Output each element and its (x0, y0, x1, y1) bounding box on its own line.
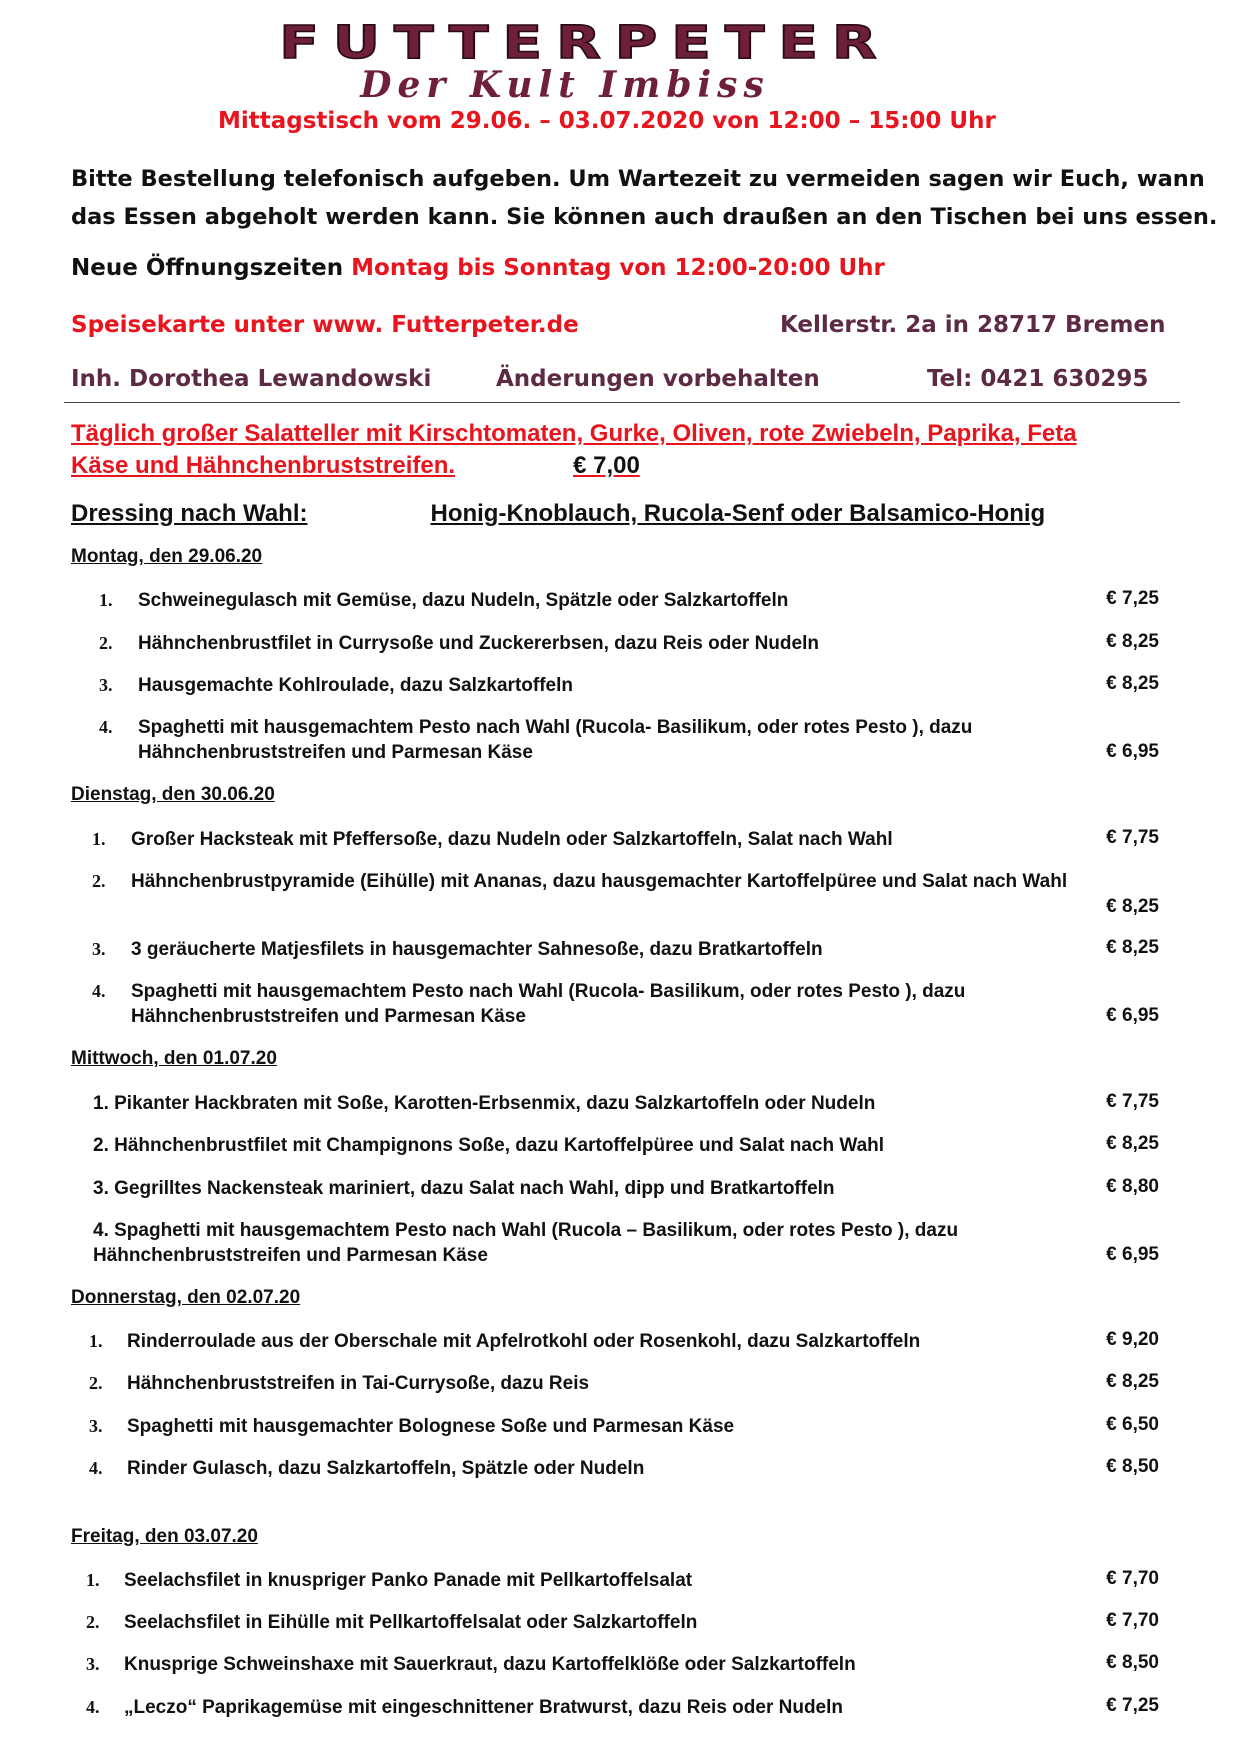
menu-item-number: 4. (92, 981, 106, 1001)
menu-item-description: Hähnchenbruststreifen in Tai-Currysoße, dazu Reis (127, 1373, 590, 1394)
intro-line-2: das Essen abgeholt werden kann. Sie können auch draußen an den Tischen bei uns essen. (71, 204, 1218, 230)
menu-item-price: € 8,25 (1106, 937, 1159, 958)
menu-item-number: 3. (86, 1654, 100, 1674)
menu-item-price: € 7,75 (1106, 827, 1159, 848)
menu-item-price: € 7,70 (1106, 1568, 1159, 1589)
menu-item-description: 2. Hähnchenbrustfilet mit Champignons Soße, dazu Kartoffelpüree und Salat nach Wahl (93, 1135, 885, 1156)
dressing-options: Honig-Knoblauch, Rucola-Senf oder Balsamico-Honig (430, 500, 1046, 527)
menu-item-description: 1. Pikanter Hackbraten mit Soße, Karotten-Erbsenmix, dazu Salzkartoffeln oder Nudeln (93, 1093, 876, 1114)
day-title-tuesday: Dienstag, den 30.06.20 (71, 784, 275, 805)
menu-item-description: Seelachsfilet in knuspriger Panko Panade mit Pellkartoffelsalat (124, 1570, 693, 1591)
day-title-thursday: Donnerstag, den 02.07.20 (71, 1287, 301, 1308)
menu-item-number: 2. (89, 1373, 103, 1393)
menu-item-description: Spaghetti mit hausgemachtem Pesto nach Wahl (Rucola- Basilikum, oder rotes Pesto ), dazu (138, 717, 973, 738)
menu-item-price: € 8,25 (1106, 896, 1159, 917)
menu-item-price: € 8,50 (1106, 1652, 1159, 1673)
menu-item-price: € 8,25 (1106, 631, 1159, 652)
opening-hours (71, 255, 885, 281)
logo-subtitle: Der Kult Imbiss (360, 64, 770, 106)
menu-item-price: € 8,25 (1106, 673, 1159, 694)
intro-text (71, 160, 1217, 236)
menu-item-description: Hähnchenbrustpyramide (Eihülle) mit Ananas, dazu hausgemachter Kartoffelpüree und Salat nach Wahl (131, 871, 1068, 892)
menu-item-description: Rinder Gulasch, dazu Salzkartoffeln, Spätzle oder Nudeln (127, 1458, 645, 1479)
header-divider (64, 402, 1180, 403)
menu-item-number: 1. (99, 590, 113, 610)
menu-item-description: Großer Hacksteak mit Pfeffersoße, dazu Nudeln oder Salzkartoffeln, Salat nach Wahl (131, 829, 893, 850)
day-title-friday: Freitag, den 03.07.20 (71, 1526, 258, 1547)
menu-item-number: 3. (92, 939, 106, 959)
menu-item-price: € 8,50 (1106, 1456, 1159, 1477)
menu-item-price: € 8,80 (1106, 1176, 1159, 1197)
menu-item-number: 4. (89, 1458, 103, 1478)
logo-title: FUTTERPETER (279, 16, 891, 70)
address: Kellerstr. 2a in 28717 Bremen (780, 312, 1166, 338)
menu-item-number: 3. (89, 1416, 103, 1436)
menu-item-description-cont: Hähnchenbruststreifen und Parmesan Käse (93, 1245, 488, 1266)
menu-item-price: € 7,25 (1106, 588, 1159, 609)
menu-item-number: 4. (86, 1697, 100, 1717)
menu-item-price: € 7,25 (1106, 1695, 1159, 1716)
salad-price: € 7,00 (573, 452, 640, 479)
menu-item-description: 3. Gegrilltes Nackensteak mariniert, dazu Salat nach Wahl, dipp und Bratkartoffeln (93, 1178, 835, 1199)
menu-item-price: € 9,20 (1106, 1329, 1159, 1350)
menu-item-description: Hähnchenbrustfilet in Currysoße und Zuckererbsen, dazu Reis oder Nudeln (138, 633, 819, 654)
opening-hours-value: Montag bis Sonntag von 12:00-20:00 Uhr (351, 255, 885, 281)
salad-line-2 (71, 450, 1171, 482)
menu-item-price: € 7,75 (1106, 1091, 1159, 1112)
salad-line-1: Täglich großer Salatteller mit Kirschtomaten, Gurke, Oliven, rote Zwiebeln, Paprika, Feta (71, 420, 1077, 447)
menu-item-description: Spaghetti mit hausgemachtem Pesto nach Wahl (Rucola- Basilikum, oder rotes Pesto ), dazu (131, 981, 966, 1002)
lunch-period: Mittagstisch vom 29.06. – 03.07.2020 von 12:00 – 15:00 Uhr (218, 108, 996, 134)
dressing-line (71, 500, 1045, 528)
menu-item-number: 1. (89, 1331, 103, 1351)
menu-item-description: Knusprige Schweinshaxe mit Sauerkraut, dazu Kartoffelklöße oder Salzkartoffeln (124, 1654, 856, 1675)
menu-item-price: € 8,25 (1106, 1371, 1159, 1392)
menu-item-description-cont: Hähnchenbruststreifen und Parmesan Käse (131, 1006, 526, 1027)
dressing-label: Dressing nach Wahl: (71, 500, 308, 527)
menu-item-number: 2. (86, 1612, 100, 1632)
phone: Tel: 0421 630295 (927, 366, 1149, 392)
menu-item-price: € 6,95 (1106, 1005, 1159, 1026)
menu-item-number: 3. (99, 675, 113, 695)
menu-item-price: € 8,25 (1106, 1133, 1159, 1154)
menu-item-number: 1. (86, 1570, 100, 1590)
menu-link[interactable]: Speisekarte unter www. Futterpeter.de (71, 312, 579, 338)
menu-item-description-cont: Hähnchenbruststreifen und Parmesan Käse (138, 742, 533, 763)
menu-item-description: „Leczo“ Paprikagemüse mit eingeschnittener Bratwurst, dazu Reis oder Nudeln (124, 1697, 844, 1718)
menu-item-description: 3 geräucherte Matjesfilets in hausgemachter Sahnesoße, dazu Bratkartoffeln (131, 939, 823, 960)
menu-item-price: € 6,95 (1106, 741, 1159, 762)
menu-item-description: Schweinegulasch mit Gemüse, dazu Nudeln, Spätzle oder Salzkartoffeln (138, 590, 789, 611)
owner: Inh. Dorothea Lewandowski (71, 366, 432, 392)
menu-item-price: € 6,95 (1106, 1244, 1159, 1265)
menu-item-description: Hausgemachte Kohlroulade, dazu Salzkartoffeln (138, 675, 573, 696)
day-title-wednesday: Mittwoch, den 01.07.20 (71, 1048, 277, 1069)
salad-line-2-text: Käse und Hähnchenbruststreifen. (71, 452, 456, 479)
menu-item-description: Spaghetti mit hausgemachter Bolognese Soße und Parmesan Käse (127, 1416, 735, 1437)
opening-hours-label: Neue Öffnungszeiten (71, 255, 352, 281)
menu-item-description: Rinderroulade aus der Oberschale mit Apfelrotkohl oder Rosenkohl, dazu Salzkartoffeln (127, 1331, 921, 1352)
day-title-monday: Montag, den 29.06.20 (71, 546, 263, 567)
menu-item-price: € 7,70 (1106, 1610, 1159, 1631)
menu-item-number: 1. (92, 829, 106, 849)
changes-note: Änderungen vorbehalten (496, 366, 820, 392)
menu-item-price: € 6,50 (1106, 1414, 1159, 1435)
menu-item-description: 4. Spaghetti mit hausgemachtem Pesto nach Wahl (Rucola – Basilikum, oder rotes Pesto ), dazu (93, 1220, 959, 1241)
intro-line-1: Bitte Bestellung telefonisch aufgeben. Um Wartezeit zu vermeiden sagen wir Euch, wann (71, 166, 1205, 192)
menu-item-description: Seelachsfilet in Eihülle mit Pellkartoffelsalat oder Salzkartoffeln (124, 1612, 698, 1633)
menu-item-number: 4. (99, 717, 113, 737)
menu-item-number: 2. (99, 633, 113, 653)
salad-offer (71, 418, 1171, 482)
menu-item-number: 2. (92, 871, 106, 891)
